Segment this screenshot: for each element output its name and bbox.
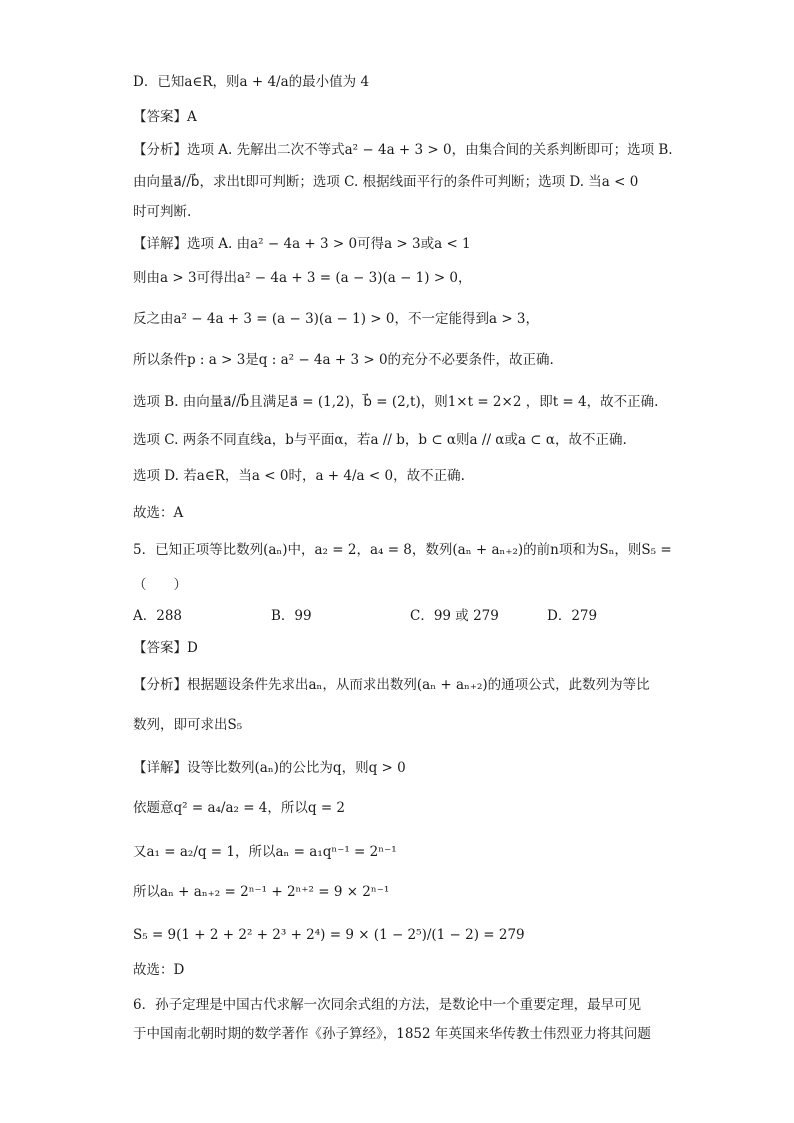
detail-line-4: 所以条件p : a > 3是q : a² − 4a + 3 > 0的充分不必要条件，故正确.: [133, 352, 554, 368]
detail-line-3: 反之由a² − 4a + 3 = (a − 3)(a − 1) > 0，不一定能得到a > 3，: [133, 311, 540, 327]
question-6-line-2: 于中国南北朝时期的数学著作《孙子算经》，1852 年英国来华传教士伟烈亚力将其问题: [133, 1026, 651, 1042]
detail-line-7: 选项 D. 若a∈R，当a < 0时，a + 4/a < 0，故不正确.: [133, 468, 465, 484]
answer-label-5: 【答案】D: [133, 640, 198, 656]
question-5-choices: [133, 606, 663, 626]
analysis-5-line-2: 数列，即可求出S₅: [133, 717, 243, 733]
conclusion-d: 故选：D: [133, 962, 185, 978]
detail-line-1: 【详解】选项 A. 由a² − 4a + 3 > 0可得a > 3或a < 1: [133, 236, 471, 252]
choice-b: B．99: [271, 608, 312, 624]
conclusion-a: 故选：A: [133, 505, 184, 521]
answer-label: 【答案】A: [133, 109, 197, 125]
choice-a: A．288: [133, 608, 183, 624]
choice-c: C．99 或 279: [410, 608, 499, 624]
detail-5-line-1: 【详解】设等比数列(aₙ)的公比为q，则q > 0: [133, 760, 406, 776]
detail-5-line-3: 又a₁ = a₂/q = 1，所以aₙ = a₁qⁿ⁻¹ = 2ⁿ⁻¹: [133, 844, 397, 860]
question-6-line-1: 6．孙子定理是中国古代求解一次同余式组的方法，是数论中一个重要定理，最早可见: [133, 997, 642, 1013]
option-d-line: D．已知a∈R，则a + 4/a的最小值为 4: [133, 74, 370, 90]
question-5-stem: 5．已知正项等比数列(aₙ)中，a₂ = 2，a₄ = 8，数列(aₙ + aₙ₊₂)的前n项和为Sₙ，则S₅ =: [133, 542, 672, 558]
detail-5-line-2: 依题意q² = a₄/a₂ = 4，所以q = 2: [133, 800, 346, 816]
detail-line-6: 选项 C. 两条不同直线a，b与平面α，若a // b，b ⊂ α则a // α或a ⊂ α，故不正确.: [133, 432, 627, 448]
detail-5-line-4: 所以aₙ + aₙ₊₂ = 2ⁿ⁻¹ + 2ⁿ⁺² = 9 × 2ⁿ⁻¹: [133, 884, 390, 900]
analysis-line-1: 【分析】选项 A. 先解出二次不等式a² − 4a + 3 > 0，由集合间的关系判断即可；选项 B.: [133, 142, 673, 158]
detail-5-line-5: S₅ = 9(1 + 2 + 2² + 2³ + 2⁴) = 9 × (1 − 2⁵)/(1 − 2) = 279: [133, 927, 525, 943]
analysis-5-line-1: 【分析】根据题设条件先求出aₙ，从而求出数列(aₙ + aₙ₊₂)的通项公式，此数列为等比: [133, 677, 650, 693]
detail-line-5: 选项 B. 由向量a⃗//b⃗且满足a⃗ = (1,2)，b⃗ = (2,t)，则1×t = 2×2 ，即t = 4，故不正确.: [133, 394, 659, 410]
question-5-blank: （ ）: [133, 577, 187, 593]
analysis-line-2: 由向量a⃗//b⃗，求出t即可判断；选项 C. 根据线面平行的条件可判断；选项 D. 当a < 0: [133, 174, 639, 190]
analysis-line-3: 时可判断.: [133, 204, 192, 220]
choice-d: D．279: [547, 608, 598, 624]
detail-line-2: 则由a > 3可得出a² − 4a + 3 = (a − 3)(a − 1) > 0，: [133, 270, 472, 286]
